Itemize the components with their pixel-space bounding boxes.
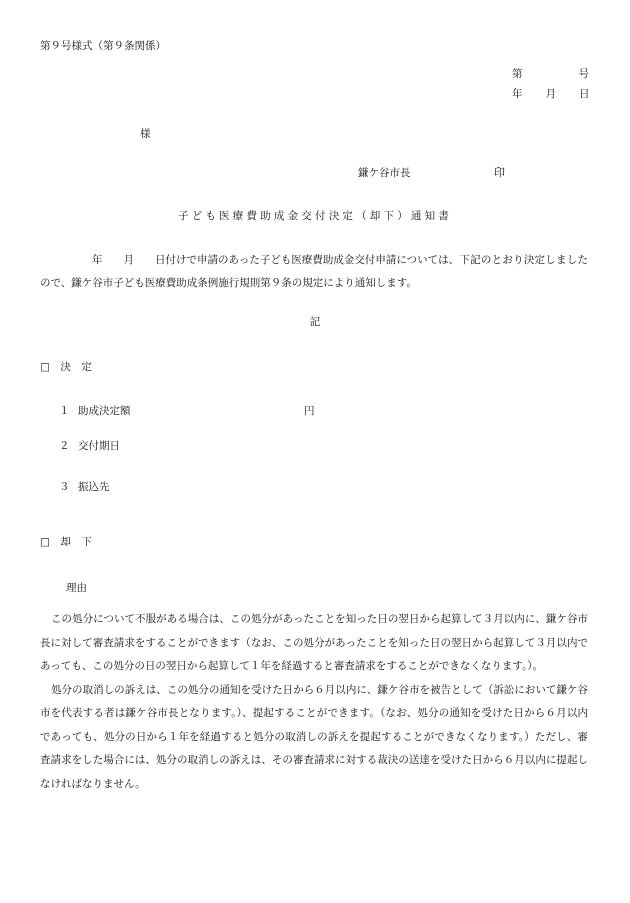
decision-item-amount-label: 助成決定額 [78,405,131,417]
document-number [512,66,589,81]
decision-item-amount-unit: 円 [304,405,315,417]
decision-item-number: ２ [59,440,70,452]
rejection-reason-label: 理由 [66,582,87,594]
appeal-notice-paragraph-1: この処分について不服がある場合は、この処分があったことを知った日の翌日から起算して３月以内に、鎌ケ谷市長に対して審査請求をすることができます（なお、この処分があったことを知った日の翌日から起算して３月以内であっても、この処分の日の翌日から起算して１年を経過すると審査請求をすることができなくなります。）。 [40,613,588,672]
appeal-notice [40,608,588,796]
body-rest: 下記のとおり決定しましたので、鎌ケ谷市子ども医療費助成条例施行規則第９条の規定により通知します。 [40,254,588,289]
appeal-notice-paragraph-2: 処分の取消しの訴えは、この処分の通知を受けた日から６月以内に、鎌ケ谷市を被告として（訴訟において鎌ケ谷市を代表する者は鎌ケ谷市長となります。）、提起することができます。（なお、処分の通知を受けた日から６月以内であっても、処分の日から１年を経過すると処分の取消しの訴えを提起することができなくなります。）ただし、審査請求をした場合には、処分の取消しの訴えは、その審査請求に対する裁決の送達を受けた日から６月以内に提起しなければなりません。 [40,683,588,790]
date-day: 日 [579,88,590,100]
doc-number-suffix: 号 [578,68,589,80]
body-paragraph [40,249,588,295]
doc-number-prefix: 第 [512,68,523,80]
seal-mark: 印 [494,166,505,179]
addressee-honorific: 様 [140,128,151,140]
decision-item-date-label: 交付期日 [78,440,120,452]
document-date [512,86,590,101]
document-title: 子ども医療費助成金交付決定（却下）通知書 [178,210,452,222]
ki-heading: 記 [309,316,321,328]
decision-heading: □ 決 定 [40,361,92,373]
decision-item-account-label: 振込先 [78,481,110,493]
decision-item-number: １ [59,405,70,417]
date-year: 年 [512,88,523,100]
date-month: 月 [545,88,556,100]
sender-mayor: 鎌ケ谷市長 [358,167,411,179]
body-date-part: 年 月 日付けで申請のあった子ども医療費助成金交付申請については、 [92,254,460,266]
decision-item-number: ３ [59,481,70,493]
rejection-heading: □ 却 下 [40,536,92,548]
form-number: 第９号様式（第９条関係） [40,40,166,52]
